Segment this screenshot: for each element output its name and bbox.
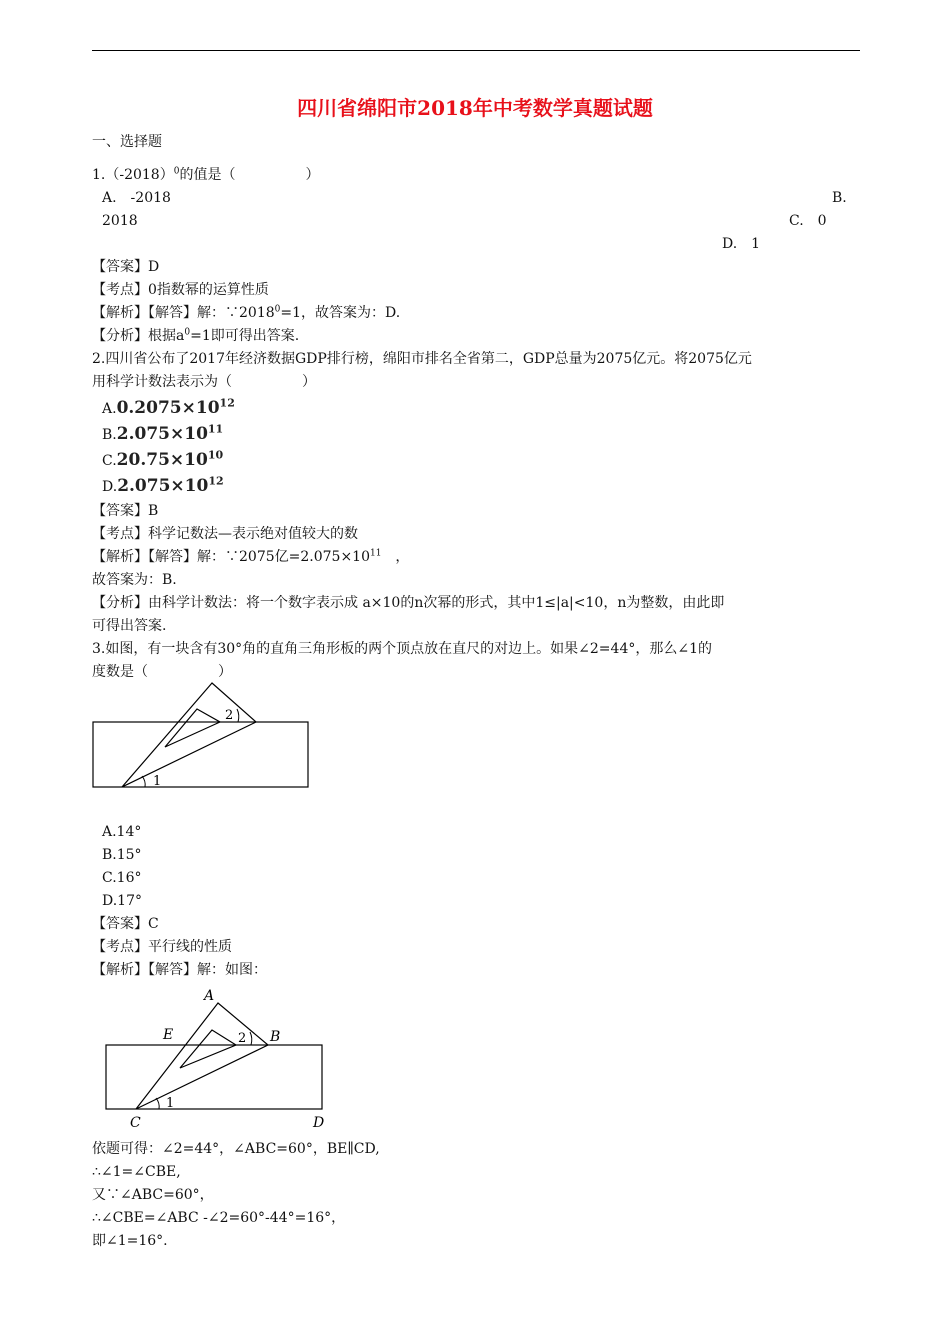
formula-exponent: 11 [207,422,224,436]
q2-analysis-exponent: 11 [369,548,382,559]
angle-1-label: 1 [153,774,162,789]
point-e-label: E [163,1027,174,1043]
q3-step-3: 又∵∠ABC=60°， [92,1187,214,1203]
formula-base: 10 [184,476,209,496]
q1-option-b-value: 2018 [102,213,138,229]
q3-option-d: D.17° [102,893,142,909]
formula-mantissa: 0.2075 [116,398,182,418]
q2-option-label: C. [102,453,117,469]
formula-base: 10 [195,398,220,418]
q1-option-d: D. 1 [722,236,761,252]
q3-stem-line-1: 3.如图，有一块含有30°角的直角三角形板的两个顶点放在直尺的对边上。如果∠2=44°，那么∠1的 [92,641,712,657]
q2-option-label: D. [102,479,118,495]
q3-option-b: B.15° [102,847,142,863]
q3-step-2: ∴∠1=∠CBE, [92,1164,181,1180]
q3-step-4: ∴∠CBE=∠ABC -∠2=60°-44°=16°， [92,1210,346,1226]
q2-analysis-text-b: ， [381,549,410,565]
page-title: 四川省绵阳市2018年中考数学真题试题 [297,96,653,120]
formula-mantissa: 2.075 [116,424,170,444]
q3-knowledge-point: 【考点】平行线的性质 [92,939,232,955]
formula-exponent: 12 [208,474,224,488]
triangle-inner [180,1030,236,1068]
q1-stem-text-b: 的值是（ ） [179,167,320,183]
q1-analysis-exponent: 0 [274,304,281,315]
point-a-label: A [204,988,215,1004]
q2-analysis-conclusion: 故答案为：B. [92,572,177,588]
q1-knowledge-point: 【考点】0指数幂的运算性质 [92,282,269,298]
formula-base: 10 [184,424,208,444]
formula-times: × [169,450,185,470]
q1-method-text-a: 【分析】根据a [92,328,185,344]
q2-analysis-text-a: 【解析】【解答】解：∵2075亿=2.075×10 [92,549,370,565]
point-c-label: C [130,1115,141,1131]
q3-stem-line-2: 度数是（ ） [92,664,232,680]
q2-knowledge-point: 【考点】科学记数法—表示绝对值较大的数 [92,526,358,542]
formula-mantissa: 20.75 [116,450,170,470]
q2-method-line-1: 【分析】由科学计数法：将一个数字表示成 a×10的n次幂的形式，其中1≤|a|<10，n为整数，由此即 [92,595,725,611]
formula-times: × [170,476,185,496]
formula-exponent: 10 [207,448,224,462]
angle-2-label: 2 [225,708,234,723]
q2-option-label: A. [102,401,117,417]
formula-mantissa: 2.075 [117,476,171,496]
q2-stem-line-1: 2.四川省公布了2017年经济数据GDP排行榜，绵阳市排名全省第二，GDP总量为2075亿元。将2075亿元 [92,351,752,367]
formula-base: 10 [184,450,208,470]
q3-option-a: A.14° [102,824,142,840]
angle-1-label: 1 [166,1096,175,1111]
triangle-outer [136,1003,268,1109]
q3-option-c: C.16° [102,870,142,886]
q2-method-line-2: 可得出答案. [92,618,167,634]
q1-option-a: A. -2018 [102,190,171,206]
q1-stem-exponent: 0 [173,166,180,177]
q1-analysis-text-b: =1，故答案为：D. [280,305,401,321]
q1-method-text-b: =1即可得出答案. [190,328,300,344]
angle-2-arc [250,1032,252,1045]
q3-answer: 【答案】C [92,916,159,932]
q2-stem-line-2: 用科学计数法表示为（ ） [92,374,316,390]
q1-stem-text-a: 1.（-2018） [92,167,174,183]
angle-2-label: 2 [238,1031,247,1046]
point-b-label: B [270,1029,281,1045]
q1-option-c: C. 0 [789,213,827,229]
q1-answer: 【答案】D [92,259,160,275]
point-d-label: D [313,1115,325,1131]
formula-exponent: 12 [219,396,235,410]
formula-times: × [169,424,185,444]
q3-analysis: 【解析】【解答】解：如图： [92,962,267,978]
q3-step-1: 依题可得：∠2=44°，∠ABC=60°，BE∥CD, [92,1141,380,1157]
formula-times: × [181,398,196,418]
q1-method-exponent: 0 [184,327,191,338]
q1-option-b-label: B. [832,190,847,206]
q2-answer: 【答案】B [92,503,159,519]
section-heading: 一、选择题 [92,134,162,150]
q3-step-5: 即∠1=16°. [92,1233,168,1249]
q2-option-label: B. [102,427,117,443]
q1-analysis-text-a: 【解析】【解答】解：∵2018 [92,305,275,321]
